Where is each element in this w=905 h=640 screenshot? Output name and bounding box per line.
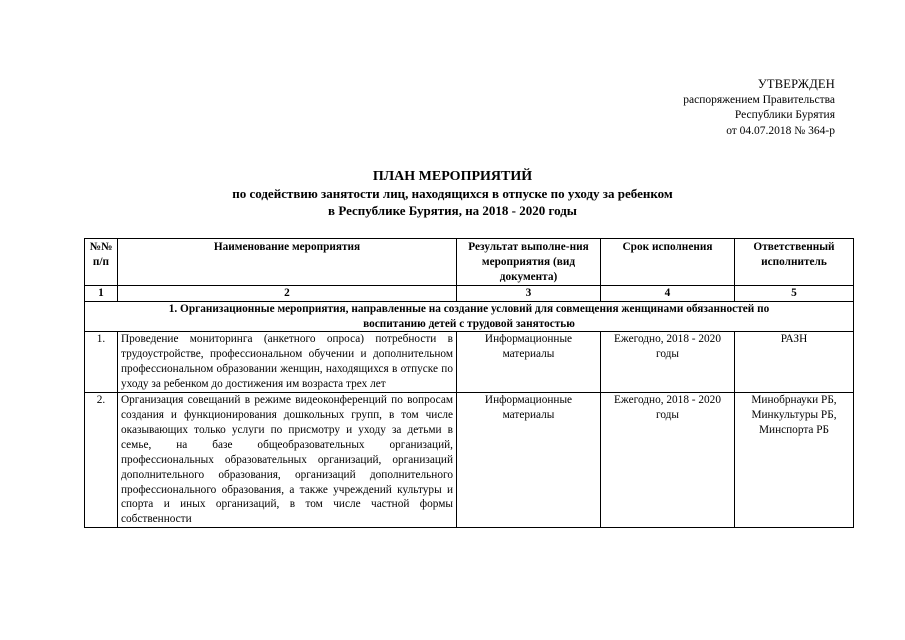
header-result: Результат выполне-ния мероприятия (вид документа) — [457, 239, 601, 286]
column-number: 4 — [601, 285, 735, 301]
row-result: Информационные материалы — [457, 332, 601, 393]
header-name: Наименование мероприятия — [118, 239, 457, 286]
section-row — [85, 301, 854, 332]
row-result: Информационные материалы — [457, 393, 601, 528]
approval-line: Республики Бурятия — [734, 109, 835, 121]
document-title — [0, 168, 905, 219]
approval-stamp — [683, 77, 835, 139]
row-responsible: РАЗН — [735, 332, 854, 393]
row-term: Ежегодно, 2018 - 2020 годы — [601, 332, 735, 393]
subtitle-line: по содействию занятости лиц, находящихся в отпуске по уходу за ребенком — [232, 186, 673, 201]
table-row — [85, 332, 854, 393]
row-name: Организация совещаний в режиме видеоконференций по вопросам создания и функционирования дошкольных групп, в том числе оказывающих только услуги по присмотру и уходу за детьми в семье, на базе общеобразовательных организаций, профессиональных образовательных организаций, организаций дополнительного образования, организаций дополнительного профессионального образования, а также учреждений культуры и спорта и иных организаций, в том числе частной формы собственности — [118, 393, 457, 528]
section-title: 1. Организационные мероприятия, направленные на создание условий для совмещения женщинами обязанностей по воспитанию детей с трудовой занятостью — [85, 301, 854, 332]
table-header-row — [85, 239, 854, 286]
row-name: Проведение мониторинга (анкетного опроса) потребности в трудоустройстве, профессиональном обучении и дополнительном профессиональном образовании женщин, находящихся в отпуске по уходу за ребенком до достижения им возраста трех лет — [118, 332, 457, 393]
subtitle-line: в Республике Бурятия, на 2018 - 2020 годы — [328, 203, 577, 218]
page-title: ПЛАН МЕРОПРИЯТИЙ — [372, 169, 533, 184]
row-number: 2. — [85, 393, 118, 528]
plan-table — [84, 238, 854, 528]
header-resp: Ответственный исполнитель — [735, 239, 854, 286]
column-number-row — [85, 285, 854, 301]
row-responsible: Минобрнауки РБ, Минкультуры РБ, Минспорта РБ — [735, 393, 854, 528]
approval-line: распоряжением Правительства — [683, 93, 835, 106]
table-row — [85, 393, 854, 528]
header-num: №№ п/п — [85, 239, 118, 286]
row-term: Ежегодно, 2018 - 2020 годы — [601, 393, 735, 528]
header-term: Срок исполнения — [601, 239, 735, 286]
column-number: 5 — [735, 285, 854, 301]
column-number: 3 — [457, 285, 601, 301]
column-number: 2 — [118, 285, 457, 301]
approval-date: от 04.07.2018 № 364-р — [726, 124, 835, 137]
approval-heading: УТВЕРЖДЕН — [757, 77, 835, 91]
column-number: 1 — [85, 285, 118, 301]
row-number: 1. — [85, 332, 118, 393]
